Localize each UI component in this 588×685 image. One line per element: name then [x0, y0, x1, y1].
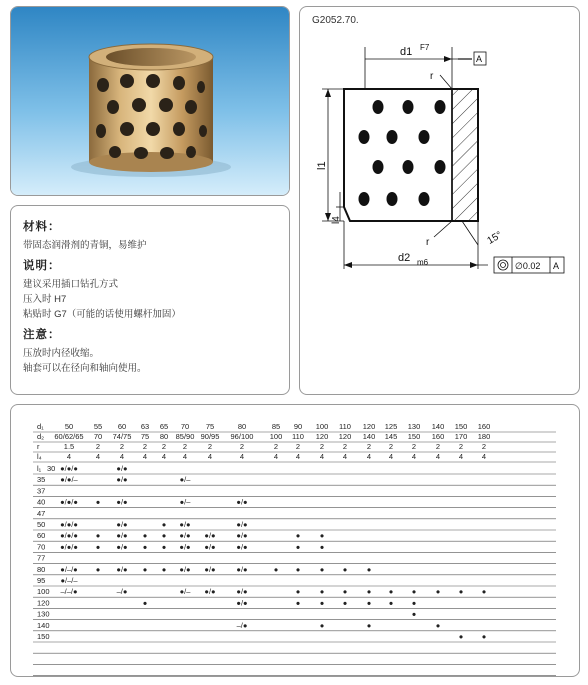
availability-cell: ●: [366, 587, 372, 597]
availability-cell: ●/●: [236, 542, 248, 552]
header-cell: 4: [207, 452, 213, 461]
header-cell: 4: [481, 452, 487, 461]
availability-cell: ●/●: [236, 531, 248, 541]
availability-cell: ●/●/●: [60, 464, 78, 473]
header-cell: 2: [119, 442, 125, 451]
header-cell: 2: [411, 442, 417, 451]
availability-cell: ●/●/●: [60, 520, 78, 529]
material-section: [23, 218, 277, 253]
availability-cell: ●: [458, 587, 464, 597]
fit-f7-label: F7: [420, 43, 430, 52]
header-cell: 4: [66, 452, 72, 461]
availability-cell: ●/●: [116, 531, 128, 541]
availability-cell: ●: [342, 587, 348, 597]
availability-cell: ●/●: [116, 564, 128, 574]
header-cell: 4: [435, 452, 441, 461]
header-cell: 60/62/65: [54, 432, 84, 441]
row-l1-value: 100: [37, 587, 50, 597]
header-cell: 2: [458, 442, 464, 451]
header-cell: 1.5: [63, 442, 75, 451]
header-cell: 2: [342, 442, 348, 451]
l4-dim-label: l4: [331, 216, 342, 224]
header-cell: 2: [273, 442, 279, 451]
availability-cell: ●: [273, 564, 279, 574]
availability-cell: ●: [342, 564, 348, 574]
caution-section: [23, 326, 277, 376]
header-cell: 160: [477, 422, 491, 431]
header-cell: 4: [239, 452, 245, 461]
header-cell: 4: [182, 452, 188, 461]
row-l1-value: 77: [37, 553, 46, 563]
availability-cell: ●/●: [236, 598, 248, 608]
header-cell: 2: [481, 442, 487, 451]
availability-cell: ●/●: [236, 520, 248, 529]
row-l1-value: 35: [37, 475, 46, 485]
header-cell: 80: [237, 422, 247, 431]
availability-cell: ●: [319, 598, 325, 608]
header-cell: 4: [273, 452, 279, 461]
technical-drawing-panel: [299, 6, 580, 395]
availability-cell: ●: [388, 587, 394, 597]
header-cell: 96/100: [230, 432, 254, 441]
availability-cell: ●/●: [116, 520, 128, 529]
header-cell: 4: [161, 452, 167, 461]
availability-cell: ●/●/–: [60, 475, 78, 485]
availability-cell: ●: [435, 587, 441, 597]
availability-cell: ●: [366, 564, 372, 574]
availability-cell: ●: [366, 598, 372, 608]
header-cell: 63: [140, 422, 150, 431]
header-cell: 2: [388, 442, 394, 451]
header-cell: 125: [384, 422, 398, 431]
header-cell: 170: [454, 432, 468, 441]
caution-line: 轴套可以在径向和轴向使用。: [23, 363, 147, 374]
header-cell: 120: [315, 432, 329, 441]
header-cell: 110: [339, 422, 351, 431]
header-row-label: d₁: [37, 422, 44, 431]
tolerance-value: ∅0.02: [515, 261, 541, 271]
availability-cell: ●/●: [116, 542, 128, 552]
row-l1-value: 80: [37, 564, 46, 574]
header-cell: 55: [93, 422, 103, 431]
availability-cell: ●/●: [204, 564, 216, 574]
header-cell: 2: [295, 442, 301, 451]
availability-cell: ●: [142, 598, 148, 608]
header-cell: 2: [161, 442, 167, 451]
header-cell: 80: [159, 432, 169, 441]
header-cell: 2: [239, 442, 245, 451]
header-cell: 130: [407, 422, 421, 431]
header-cell: 140: [431, 422, 445, 431]
header-row-label: d₂: [37, 432, 45, 441]
row-l1-value: 150: [37, 632, 50, 641]
r-label-bottom: r: [426, 237, 430, 248]
availability-cell: ●/–: [179, 587, 191, 597]
availability-cell: ●/●: [204, 542, 216, 552]
availability-cell: –/●: [236, 620, 248, 630]
tolerance-datum: A: [553, 261, 560, 271]
bushing-photo: [11, 7, 290, 196]
l1-column-label: l₁: [37, 464, 42, 473]
header-row-label: r: [37, 442, 40, 451]
header-cell: 150: [407, 432, 421, 441]
availability-cell: ●: [319, 542, 325, 552]
availability-cell: ●: [295, 542, 301, 552]
availability-cell: ●: [295, 531, 301, 541]
availability-cell: ●: [411, 587, 417, 597]
header-cell: 70: [93, 432, 103, 441]
availability-cell: ●/●: [179, 564, 191, 574]
header-cell: 74/75: [112, 432, 132, 441]
availability-cell: ●/●: [204, 531, 216, 541]
header-cell: 75: [140, 432, 150, 441]
r-label-top: r: [430, 71, 434, 82]
availability-cell: ●: [295, 564, 301, 574]
row-l1-value: 120: [37, 598, 50, 608]
dimension-table: [11, 405, 579, 676]
availability-cell: ●/●: [236, 564, 248, 574]
availability-cell: ●/●/●: [60, 531, 78, 541]
availability-cell: ●/●: [236, 497, 248, 507]
header-cell: 110: [292, 432, 304, 441]
availability-cell: ●: [161, 542, 167, 552]
header-cell: 90: [293, 422, 303, 431]
caution-line: 压放时内径收缩。: [23, 348, 100, 359]
availability-cell: ●/–: [179, 475, 191, 485]
availability-cell: ●/–/●: [60, 564, 78, 574]
header-row-label: l₄: [37, 452, 42, 461]
availability-cell: ●: [161, 520, 167, 529]
header-cell: 85: [271, 422, 281, 431]
datum-a-label: A: [476, 54, 483, 64]
d2-fit-label: m6: [417, 258, 429, 267]
availability-cell: ●: [295, 587, 301, 597]
availability-cell: ●: [342, 598, 348, 608]
availability-cell: –/●: [116, 587, 128, 597]
availability-cell: ●: [161, 564, 167, 574]
availability-cell: ●: [95, 497, 101, 507]
availability-cell: ●/●: [179, 542, 191, 552]
technical-drawing: [300, 7, 579, 394]
header-cell: 120: [362, 422, 376, 431]
header-cell: 180: [477, 432, 491, 441]
angle-label: 15°: [485, 229, 505, 247]
availability-cell: ●: [142, 564, 148, 574]
header-cell: 2: [366, 442, 372, 451]
dimension-table-panel: [10, 404, 580, 677]
header-cell: 145: [384, 432, 398, 441]
product-photo-panel: [10, 6, 290, 196]
header-cell: 4: [142, 452, 148, 461]
header-cell: 2: [142, 442, 148, 451]
header-cell: 65: [159, 422, 169, 431]
header-cell: 4: [319, 452, 325, 461]
l1-dim-label: l1: [316, 161, 328, 170]
availability-cell: ●: [411, 609, 417, 619]
header-cell: 150: [454, 422, 468, 431]
header-cell: 85/90: [175, 432, 195, 441]
header-cell: 4: [411, 452, 417, 461]
availability-cell: –/–/●: [60, 587, 78, 597]
header-cell: 4: [295, 452, 301, 461]
material-title: 材料：: [23, 221, 61, 233]
availability-cell: ●: [319, 531, 325, 541]
header-cell: 2: [207, 442, 213, 451]
description-panel: [10, 205, 290, 395]
row-l1-value: 60: [37, 531, 46, 541]
availability-cell: ●: [95, 542, 101, 552]
header-cell: 2: [319, 442, 325, 451]
notes-line: 建议采用插口钻孔方式: [23, 279, 119, 290]
row-l1-value: 130: [37, 609, 50, 619]
header-cell: 100: [315, 422, 329, 431]
availability-cell: ●: [295, 598, 301, 608]
d2-label: d2: [398, 252, 411, 264]
availability-cell: ●: [366, 620, 372, 630]
header-cell: 2: [435, 442, 441, 451]
header-cell: 60: [117, 422, 127, 431]
availability-cell: ●: [319, 564, 325, 574]
notes-title: 说明：: [23, 260, 61, 272]
header-cell: 2: [95, 442, 101, 451]
availability-cell: ●: [161, 531, 167, 541]
availability-cell: ●/●: [179, 520, 191, 529]
header-cell: 100: [269, 432, 283, 441]
material-line: 带固态润滑剂的青铜，易维护: [23, 240, 147, 251]
row-l1-value: 40: [37, 497, 46, 507]
header-cell: 4: [388, 452, 394, 461]
availability-cell: ●/●/●: [60, 497, 78, 507]
row-l1-value: 70: [37, 542, 46, 552]
availability-cell: ●: [142, 531, 148, 541]
header-cell: 4: [458, 452, 464, 461]
availability-cell: ●: [435, 620, 441, 630]
availability-cell: ●/●: [116, 464, 128, 473]
header-cell: 140: [362, 432, 376, 441]
availability-cell: ●: [95, 531, 101, 541]
availability-cell: ●: [411, 598, 417, 608]
row-l1-value: 47: [37, 508, 46, 518]
availability-cell: ●: [319, 620, 325, 630]
row-l1-value: 95: [37, 576, 46, 585]
notes-section: [23, 257, 277, 322]
header-cell: 90/95: [200, 432, 220, 441]
notes-line: 压入时 H7: [23, 294, 67, 305]
availability-cell: ●/●: [204, 587, 216, 597]
availability-cell: ●: [481, 587, 487, 597]
product-code: G2052.70.: [312, 15, 359, 26]
row-l1-value: 140: [37, 620, 50, 630]
availability-cell: ●/●: [236, 587, 248, 597]
availability-cell: ●: [319, 587, 325, 597]
availability-cell: ●: [388, 598, 394, 608]
availability-cell: ●/●: [116, 475, 128, 485]
d1-label: d1: [400, 46, 413, 58]
header-cell: 75: [205, 422, 215, 431]
row-l1-value: 50: [37, 520, 46, 529]
header-cell: 50: [64, 422, 74, 431]
row-l1-value: 30: [47, 464, 56, 473]
row-l1-value: 37: [37, 486, 46, 496]
header-cell: 160: [431, 432, 445, 441]
header-cell: 4: [119, 452, 125, 461]
availability-cell: ●: [95, 564, 101, 574]
availability-cell: ●/–/–: [60, 576, 78, 585]
availability-cell: ●/●: [179, 531, 191, 541]
header-cell: 70: [180, 422, 190, 431]
header-cell: 4: [366, 452, 372, 461]
header-cell: 120: [338, 432, 352, 441]
header-cell: 2: [182, 442, 188, 451]
header-cell: 4: [95, 452, 101, 461]
notes-line: 粘贴时 G7（可能的话使用螺杆加固）: [23, 309, 181, 320]
availability-cell: ●: [142, 542, 148, 552]
availability-cell: ●/●/●: [60, 542, 78, 552]
caution-title: 注意：: [23, 329, 61, 341]
availability-cell: ●/–: [179, 497, 191, 507]
availability-cell: ●/●: [116, 497, 128, 507]
availability-cell: ●: [481, 632, 487, 641]
availability-cell: ●: [458, 632, 464, 641]
header-cell: 4: [342, 452, 348, 461]
